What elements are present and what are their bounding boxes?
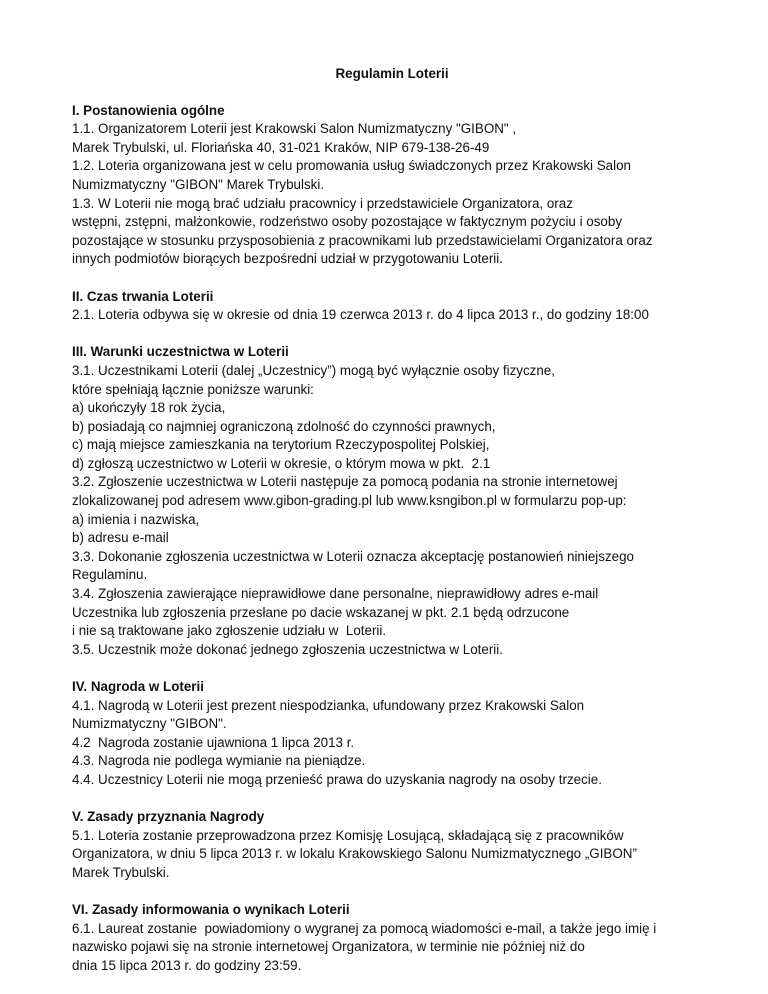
- paragraph-line: 5.1. Loteria zostanie przeprowadzona przez Komisję Losującą, składającą się z pracowników: [72, 827, 624, 843]
- section-heading: IV. Nagroda w Loterii: [72, 679, 204, 694]
- paragraph-line: wstępni, zstępni, małżonkowie, rodzeństwo osoby pozostające w faktycznym pożyciu i osoby: [72, 214, 623, 230]
- section-heading: V. Zasady przyznania Nagrody: [72, 809, 265, 825]
- paragraph-line: 3.5. Uczestnik może dokonać jednego zgłoszenia uczestnictwa w Loterii.: [72, 641, 503, 657]
- paragraph-line: i nie są traktowane jako zgłoszenie udziału w Loterii.: [72, 623, 387, 639]
- section-6: [72, 901, 712, 975]
- paragraph-line: b) adresu e-mail: [72, 530, 169, 546]
- section-5: [72, 808, 712, 882]
- paragraph-line: innych podmiotów biorących bezpośredni udział w przygotowaniu Loterii.: [72, 251, 503, 267]
- section-heading: VI. Zasady informowania o wynikach Loterii: [72, 902, 350, 918]
- paragraph-line: 4.4. Uczestnicy Loterii nie mogą przenieść prawa do uzyskania nagrody na osoby trzecie.: [72, 771, 602, 787]
- paragraph-line: 2.1. Loteria odbywa się w okresie od dnia 19 czerwca 2013 r. do 4 lipca 2013 r., do godziny 18:00: [72, 307, 649, 323]
- paragraph-line: Organizatora, w dniu 5 lipca 2013 r. w lokalu Krakowskiego Salonu Numizmatycznego „GIBON”: [72, 846, 637, 862]
- paragraph-line: Marek Trybulski, ul. Floriańska 40, 31-021 Kraków, NIP 679-138-26-49: [72, 139, 490, 155]
- section-4: [72, 678, 712, 790]
- paragraph-line: Marek Trybulski.: [72, 864, 170, 880]
- paragraph-line: Uczestnika lub zgłoszenia przesłane po dacie wskazanej w pkt. 2.1 będą odrzucone: [72, 604, 570, 620]
- paragraph-line: dnia 15 lipca 2013 r. do godziny 23:59.: [72, 957, 302, 973]
- paragraph-line: 6.1. Laureat zostanie powiadomiony o wygranej za pomocą wiadomości e-mail, a także jego imię i: [72, 920, 657, 936]
- paragraph-line: zlokalizowanej pod adresem www.gibon-grading.pl lub www.ksngibon.pl w formularzu pop-up:: [72, 493, 627, 509]
- paragraph-line: 3.4. Zgłoszenia zawierające nieprawidłowe dane personalne, nieprawidłowy adres e-mail: [72, 586, 599, 602]
- paragraph-line: 3.1. Uczestnikami Loterii (dalej „Uczestnicy”) mogą być wyłącznie osoby fizyczne,: [72, 362, 555, 378]
- paragraph-line: 1.3. W Loterii nie mogą brać udziału pracownicy i przedstawiciele Organizatora, oraz: [72, 195, 573, 211]
- paragraph-line: a) imienia i nazwiska,: [72, 511, 200, 527]
- paragraph-line: b) posiadają co najmniej ograniczoną zdolność do czynności prawnych,: [72, 418, 496, 434]
- paragraph-line: pozostające w stosunku przysposobienia z pracownikami lub przedstawicielami Organizatora oraz: [72, 232, 653, 248]
- paragraph-line: 4.1. Nagrodą w Loterii jest prezent niespodzianka, ufundowany przez Krakowski Salon: [72, 697, 585, 713]
- document-body: [72, 102, 712, 976]
- paragraph-line: 4.2 Nagroda zostanie ujawniona 1 lipca 2013 r.: [72, 734, 355, 750]
- paragraph-line: nazwisko pojawi się na stronie internetowej Organizatora, w terminie nie później niż do: [72, 939, 585, 955]
- section-heading: II. Czas trwania Loterii: [72, 288, 214, 304]
- paragraph-line: d) zgłoszą uczestnictwo w Loterii w okresie, o którym mowa w pkt. 2.1: [72, 455, 491, 471]
- paragraph-line: c) mają miejsce zamieszkania na terytorium Rzeczypospolitej Polskiej,: [72, 437, 490, 453]
- paragraph-line: 4.3. Nagroda nie podlega wymianie na pieniądze.: [72, 753, 366, 769]
- document-title: Regulamin Loterii: [335, 66, 449, 81]
- section-1: [72, 102, 712, 269]
- paragraph-line: 3.2. Zgłoszenie uczestnictwa w Loterii następuje za pomocą podania na stronie internetowej: [72, 474, 618, 490]
- paragraph-line: 1.2. Loteria organizowana jest w celu promowania usług świadczonych przez Krakowski Salon: [72, 158, 631, 174]
- section-2: [72, 288, 712, 325]
- document-page: [72, 65, 712, 994]
- paragraph-line: Numizmatyczny "GIBON".: [72, 716, 227, 732]
- section-heading: III. Warunki uczestnictwa w Loterii: [72, 344, 289, 360]
- paragraph-line: 3.3. Dokonanie zgłoszenia uczestnictwa w Loterii oznacza akceptację postanowień niniejszego: [72, 548, 634, 564]
- paragraph-line: a) ukończyły 18 rok życia,: [72, 400, 226, 416]
- paragraph-line: 1.1. Organizatorem Loterii jest Krakowski Salon Numizmatyczny "GIBON" ,: [72, 121, 517, 137]
- paragraph-line: Regulaminu.: [72, 567, 148, 583]
- paragraph-line: Numizmatyczny "GIBON" Marek Trybulski.: [72, 176, 325, 192]
- paragraph-line: które spełniają łącznie poniższe warunki:: [72, 381, 314, 397]
- section-heading: I. Postanowienia ogólne: [72, 102, 225, 118]
- section-3: [72, 343, 712, 659]
